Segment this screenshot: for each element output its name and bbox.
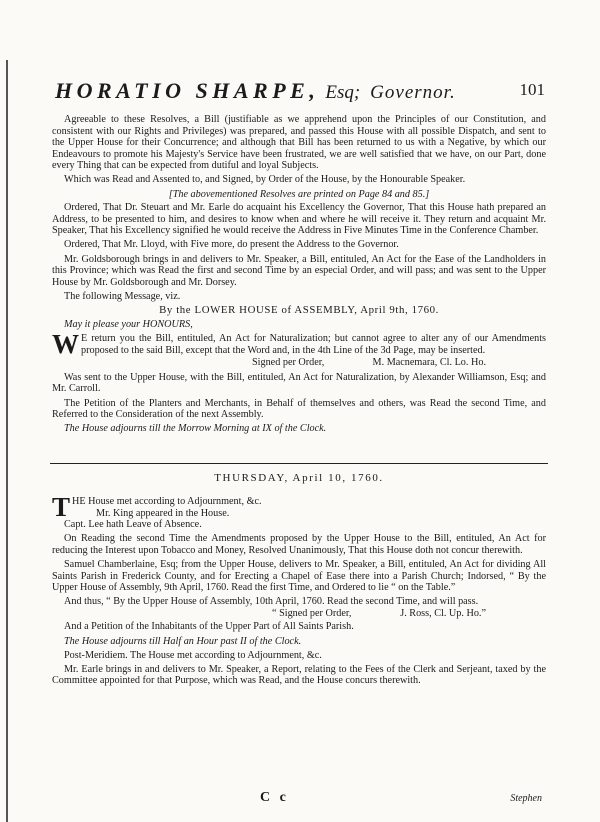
paragraph: Capt. Lee hath Leave of Absence.: [64, 519, 202, 531]
adjournment-note: The House adjourns till Half an Hour past II of the Clock.: [64, 635, 302, 647]
running-header: [55, 78, 545, 104]
paragraph: Post-Meridiem. The House met according to Adjournment, &c.: [64, 649, 322, 661]
paragraph: Which was Read and Assented to, and Signed, by Order of the House, by the Honourable Speaker.: [64, 174, 466, 186]
signed-label: Signed per Order,: [252, 357, 325, 369]
top-section: [52, 114, 546, 437]
paragraph: On Reading the second Time the Amendments proposed by the Upper House to the Bill, entituled, An Act for reducing the Interest upon Tobacco and Money, Resolved Unanimously, That this House doth not concur therewith.: [52, 533, 546, 556]
paragraph: Agreeable to these Resolves, a Bill (justifiable as we apprehend upon the Principles of our Constitution, and consistent with our Rights and Privileges) was prepared, and passed this House with all possible Dispatch, and sent to the Upper House for their Concurrence; and although that Bill has been returned to us with a Negative, by which our Endeavours to promote his Majesty's Service have been frustrated, we are well satisfied that we have, on our Part, done every Thing that can be expected from dutiful and loyal Subjects.: [52, 114, 546, 172]
paragraph: The following Message, viz.: [64, 290, 181, 302]
message-text: E return you the Bill, entituled, An Act for Naturalization; but cannot agree to alter any of our Amendments proposed to the said Bill, except that the Word and, in the 4th Line of the 3d Page, may be inserted.: [81, 333, 546, 356]
message-signature: [52, 357, 546, 369]
section-rule: [50, 463, 548, 464]
catchword: Stephen: [510, 793, 542, 804]
drop-cap: W: [52, 329, 79, 360]
opening-text: [72, 496, 546, 519]
resolves-note: [The abovementioned Resolves are printed on Page 84 and 85.]: [168, 188, 430, 200]
opening-line-1: HE House met according to Adjournment, &c.: [72, 496, 262, 507]
paragraph: Mr. Goldsborough brings in and delivers to Mr. Speaker, a Bill, entituled, An Act for the Ease of the Landholders in this Province; which was Read the first and second Time by an especial Order, and will pass; and was sent to the Upper House by Mr. Goldsborough and Mr. Dorsey.: [52, 253, 546, 288]
page-edge-line: [6, 60, 8, 822]
day-heading: THURSDAY, April 10, 1760.: [214, 472, 384, 484]
page-number: 101: [519, 80, 545, 99]
signed-name: J. Ross, Cl. Up. Ho.”: [400, 607, 486, 619]
adjournment-note: The House adjourns till the Morrow Morning at IX of the Clock.: [64, 423, 327, 435]
message-salutation: May it please your HONOURS,: [64, 319, 193, 330]
signature-mark: C c: [260, 790, 289, 805]
header-governor: Governor.: [370, 82, 456, 103]
paragraph: Samuel Chamberlaine, Esq; from the Upper House, delivers to Mr. Speaker, a Bill, entituled, An Act for dividing All Saints Parish in Frederick County, and for Erecting a Chapel of Ease there into a Parish Church; Indorsed, “ By the Upper House of Assembly, 9th April, 1760. Read the first Time, and Ordered to lie “ on the Table.”: [52, 558, 546, 594]
paragraph: Ordered, That Dr. Steuart and Mr. Earle do acquaint his Excellency the Governor, That this House hath prepared an Address, to be presented to him, and desires to know when and where he will receive it. They return and acquaint Mr. Speaker, That his Excellency signified he would receive the Address in Five Minutes Time in the Conference Chamber.: [52, 202, 546, 237]
paragraph: Was sent to the Upper House, with the Bill, entituled, An Act for Naturalization, by Alexander Williamson, Esq; and Mr. Carroll.: [52, 371, 546, 395]
message-by-line: By the LOWER HOUSE of ASSEMBLY, April 9th, 1760.: [159, 304, 439, 317]
header-esq: Esq;: [325, 82, 361, 103]
header-name: HORATIO SHARPE,: [55, 78, 320, 103]
signed-label: “ Signed per Order,: [272, 607, 352, 619]
paragraph: Mr. Earle brings in and delivers to Mr. Speaker, a Report, relating to the Fees of the Clerk and Serjeant, taxed by the Committee appointed for that Purpose, which was Read, and the House concurs therewith.: [52, 663, 546, 687]
upper-house-signature: [52, 608, 546, 620]
opening-line: [52, 492, 546, 522]
message-body: [52, 329, 546, 360]
signed-name: M. Macnemara, Cl. Lo. Ho.: [372, 357, 486, 369]
paragraph: Ordered, That Mr. Lloyd, with Five more, do present the Address to the Governor.: [64, 239, 399, 251]
opening-line-2: Mr. King appeared in the House.: [96, 507, 230, 519]
bottom-section: [52, 492, 546, 689]
paragraph: The Petition of the Planters and Merchants, in Behalf of themselves and others, was Read the second Time, and Referred to the Consideration of the next Assembly.: [52, 397, 546, 421]
paragraph: And thus, “ By the Upper House of Assembly, 10th April, 1760. Read the second Time, and will pass.: [64, 596, 479, 608]
paragraph: And a Petition of the Inhabitants of the Upper Part of All Saints Parish.: [64, 621, 354, 633]
drop-cap: T: [52, 492, 71, 522]
